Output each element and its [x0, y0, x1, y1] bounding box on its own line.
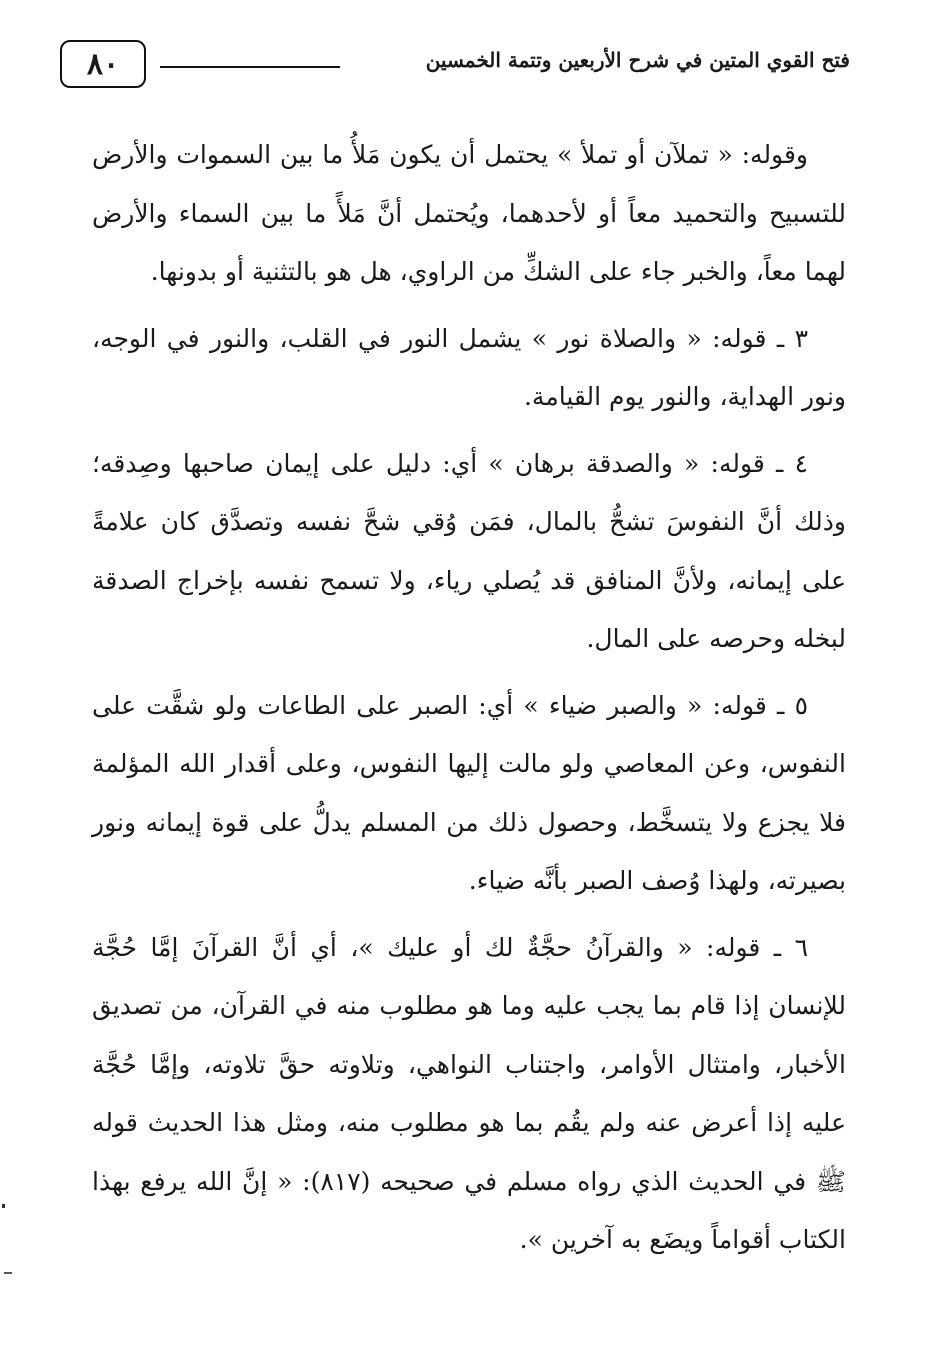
page-number: ٨٠ — [60, 40, 146, 88]
paragraph: ٥ ـ قوله: « والصبر ضياء » أي: الصبر على الطاعات ولو شقَّت على النفوس، وعن المعاصي ولو مالت إليها النفوس، وعلى أقدار الله المؤلمة فلا يجزع ولا يتسخَّط، وحصول ذلك من المسلم يدلُّ على قوة إيمانه ونور بصيرته، ولهذا وُصف الصبر بأنَّه ضياء. — [92, 690, 846, 895]
page-header — [60, 40, 850, 92]
paragraph: ٣ ـ قوله: « والصلاة نور » يشمل النور في القلب، والنور في الوجه، ونور الهداية، والنور يوم القيامة. — [92, 323, 846, 411]
running-title: فتح القوي المتين في شرح الأربعين وتتمة الخمسين — [425, 48, 850, 72]
scan-mark — [2, 1204, 5, 1208]
paragraph: ٤ ـ قوله: « والصدقة برهان » أي: دليل على إيمان صاحبها وصِدقه؛ وذلك أنَّ النفوسَ تشحُّ بالمال، فمَن وُقي شحَّ نفسه وتصدَّق كان علامةً على إيمانه، ولأنَّ المنافق قد يُصلي رياء، ولا تسمح نفسه بإخراج الصدقة لبخله وحرصه على المال. — [92, 448, 846, 653]
scan-mark — [4, 1272, 12, 1274]
page-body — [92, 126, 846, 1278]
paragraph: وقوله: « تملآن أو تملأ » يحتمل أن يكون مَلأُ ما بين السموات والأرض للتسبيح والتحميد معاً أو لأحدهما، ويُحتمل أنَّ مَلأً ما بين السماء والأرض لهما معاً، والخبر جاء على الشكِّ من الراوي، هل هو بالتثنية أو بدونها. — [92, 140, 846, 286]
paragraph: ٦ ـ قوله: « والقرآنُ حجَّةٌ لك أو عليك »، أي أنَّ القرآنَ إمَّا حُجَّة للإنسان إذا قام بما يجب عليه وما هو مطلوب منه في القرآن، من تصديق الأخبار، وامتثال الأوامر، واجتناب النواهي، وتلاوته حقَّ تلاوته، وإمَّا حُجَّة عليه إذا أعرض عنه ولم يقُم بما هو مطلوب منه، ومثل هذا الحديث قوله ﷺ في الحديث الذي رواه مسلم في صحيحه (٨١٧): « إنَّ الله يرفع بهذا الكتاب أقواماً ويضَع به آخرين ». — [92, 932, 847, 1254]
header-rule — [160, 66, 340, 68]
